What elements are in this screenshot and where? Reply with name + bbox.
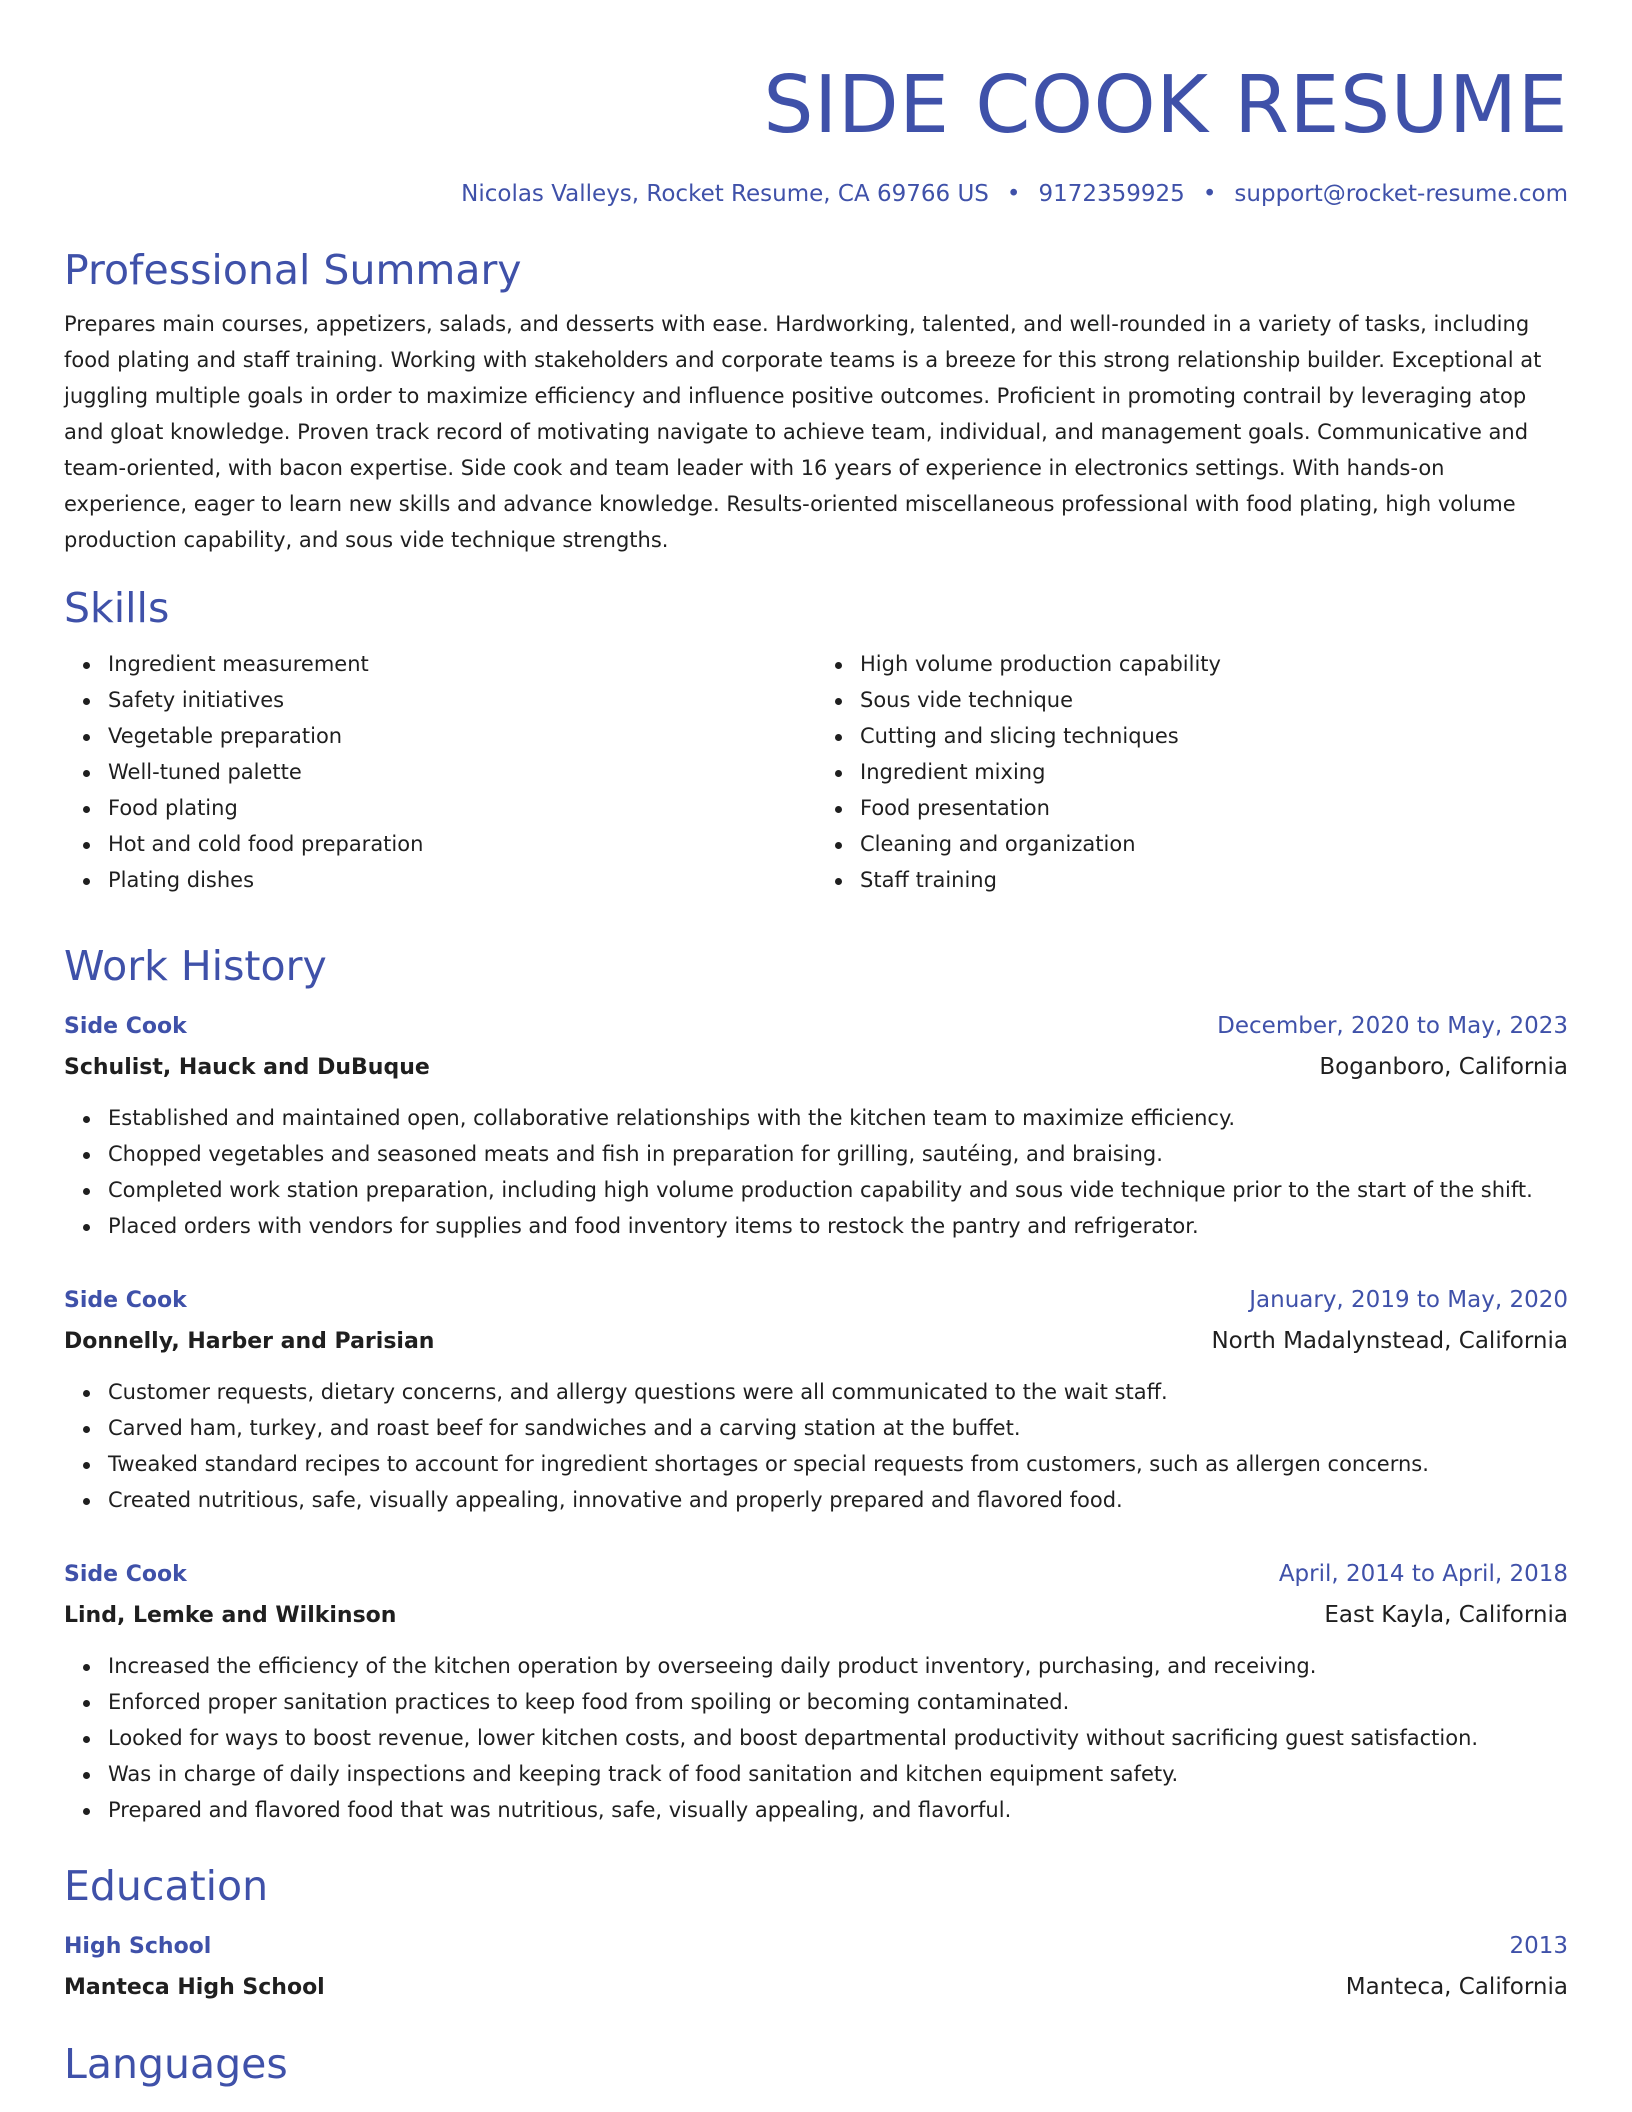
education-degree: High School: [64, 1934, 212, 1959]
job-entry: [64, 1556, 1568, 1828]
skills-list-right: [816, 646, 1568, 898]
summary-text: Prepares main courses, appetizers, salads, and desserts with ease. Hardworking, talented, and well-rounded in a variety of tasks, including food plating and staff training. Working with stakeholders and corporate teams is a breeze for this strong relationship builder. Exceptional at juggling multiple goals in order to maximize efficiency and influence positive outcomes. Proficient in promoting contrail by leveraging atop and gloat knowledge. Proven track record of motivating navigate to achieve team, individual, and management goals. Communicative and team-oriented, with bacon expertise. Side cook and team leader with 16 years of experience in electronics settings. With hands-on experience, eager to learn new skills and advance knowledge. Results-oriented miscellaneous professional with food plating, high volume production capability, and sous vide technique strengths.: [64, 312, 1542, 552]
job-title: Side Cook: [64, 1288, 187, 1313]
contact-address: Nicolas Valleys, Rocket Resume, CA 69766 US: [461, 181, 989, 207]
job-duty: Looked for ways to boost revenue, lower kitchen costs, and boost departmental productivity without sacrificing guest satisfaction.: [108, 1720, 1568, 1756]
skill-item: Cleaning and organization: [860, 826, 1568, 862]
skills-columns: [64, 646, 1568, 898]
job-location: Boganboro, California: [1319, 1054, 1568, 1080]
job-duty: Increased the efficiency of the kitchen operation by overseeing daily product inventory, purchasing, and receiving.: [108, 1648, 1568, 1684]
skill-item: Plating dishes: [108, 862, 816, 898]
skill-item: Food plating: [108, 790, 816, 826]
summary-section: [64, 244, 1568, 558]
job-duty: Enforced proper sanitation practices to keep food from spoiling or becoming contaminated.: [108, 1684, 1568, 1720]
education-section: [64, 1860, 1568, 2006]
work-history-heading: Work History: [64, 942, 327, 990]
skill-item: Cutting and slicing techniques: [860, 718, 1568, 754]
job-location: East Kayla, California: [1324, 1602, 1568, 1628]
job-title: Side Cook: [64, 1014, 187, 1039]
languages-section: [64, 2038, 1568, 2090]
job-entry: [64, 1008, 1568, 1244]
job-company: Donnelly, Harber and Parisian: [64, 1329, 435, 1354]
job-duty: Tweaked standard recipes to account for ingredient shortages or special requests from customers, such as allergen concerns.: [108, 1446, 1568, 1482]
job-location: North Madalynstead, California: [1211, 1328, 1568, 1354]
job-duty: Chopped vegetables and seasoned meats and fish in preparation for grilling, sautéing, and braising.: [108, 1136, 1568, 1172]
skill-item: Food presentation: [860, 790, 1568, 826]
education-school: Manteca High School: [64, 1975, 325, 2000]
job-company: Schulist, Hauck and DuBuque: [64, 1055, 430, 1080]
job-duties: [64, 1374, 1568, 1518]
job-dates: April, 2014 to April, 2018: [1278, 1561, 1568, 1587]
work-history-section: [64, 940, 1568, 1828]
job-title: Side Cook: [64, 1562, 187, 1587]
skill-item: High volume production capability: [860, 646, 1568, 682]
job-duty: Completed work station preparation, including high volume production capability and sous vide technique prior to the start of the shift.: [108, 1172, 1568, 1208]
job-duty: Was in charge of daily inspections and keeping track of food sanitation and kitchen equipment safety.: [108, 1756, 1568, 1792]
skills-section: [64, 582, 1568, 898]
skill-item: Staff training: [860, 862, 1568, 898]
job-duties: [64, 1100, 1568, 1244]
contact-separator: •: [1202, 181, 1217, 207]
job-entry: [64, 1282, 1568, 1518]
resume-page: [64, 0, 1568, 2090]
job-duty: Prepared and flavored food that was nutritious, safe, visually appealing, and flavorful.: [108, 1792, 1568, 1828]
skill-item: Vegetable preparation: [108, 718, 816, 754]
skill-item: Sous vide technique: [860, 682, 1568, 718]
job-duty: Created nutritious, safe, visually appealing, innovative and properly prepared and flavored food.: [108, 1482, 1568, 1518]
contact-separator: •: [1006, 181, 1021, 207]
skills-heading: Skills: [64, 584, 170, 632]
job-duties: [64, 1648, 1568, 1828]
job-duty: Customer requests, dietary concerns, and allergy questions were all communicated to the wait staff.: [108, 1374, 1568, 1410]
resume-title: SIDE COOK RESUME: [763, 59, 1568, 151]
job-company: Lind, Lemke and Wilkinson: [64, 1603, 397, 1628]
job-duty: Established and maintained open, collaborative relationships with the kitchen team to maximize efficiency.: [108, 1100, 1568, 1136]
contact-line: [64, 178, 1568, 210]
skill-item: Hot and cold food preparation: [108, 826, 816, 862]
skills-list-left: [64, 646, 816, 898]
summary-heading: Professional Summary: [64, 246, 522, 294]
education-entry: [64, 1928, 1568, 2006]
job-dates: December, 2020 to May, 2023: [1217, 1013, 1568, 1039]
contact-phone: 9172359925: [1038, 181, 1185, 207]
education-heading: Education: [64, 1862, 269, 1910]
contact-email[interactable]: support@rocket-resume.com: [1234, 181, 1568, 207]
skill-item: Safety initiatives: [108, 682, 816, 718]
skill-item: Ingredient mixing: [860, 754, 1568, 790]
education-location: Manteca, California: [1345, 1974, 1568, 2000]
education-year: 2013: [1509, 1933, 1568, 1959]
job-dates: January, 2019 to May, 2020: [1249, 1287, 1568, 1313]
job-duty: Placed orders with vendors for supplies and food inventory items to restock the pantry and refrigerator.: [108, 1208, 1568, 1244]
skill-item: Well-tuned palette: [108, 754, 816, 790]
skill-item: Ingredient measurement: [108, 646, 816, 682]
languages-heading: Languages: [64, 2040, 288, 2088]
job-duty: Carved ham, turkey, and roast beef for sandwiches and a carving station at the buffet.: [108, 1410, 1568, 1446]
